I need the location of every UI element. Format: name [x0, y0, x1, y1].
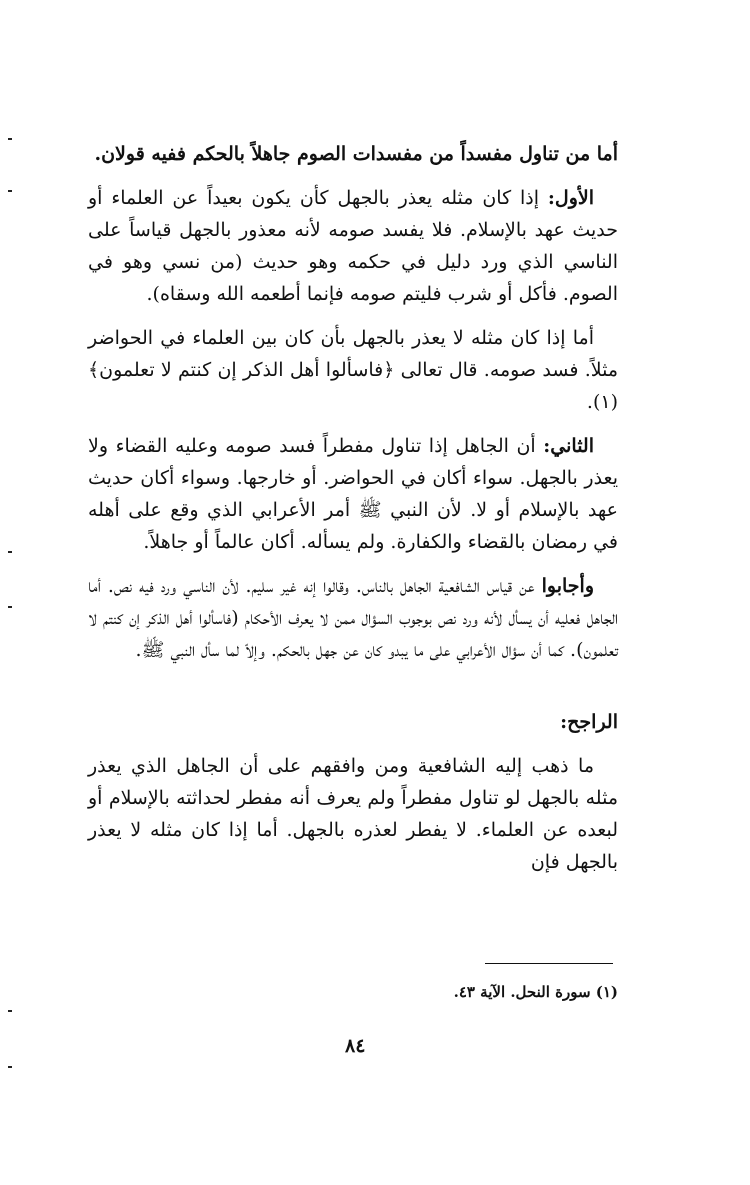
margin-mark: [8, 606, 12, 608]
paragraph-intro: أما من تناول مفسداً من مفسدات الصوم جاهلاً بالحكم ففيه قولان.: [94, 143, 618, 165]
margin-mark: [8, 1066, 12, 1068]
margin-mark: [8, 138, 12, 140]
footnote-divider: [485, 963, 613, 964]
paragraph-second-opinion: [88, 430, 618, 558]
margin-mark: [8, 551, 12, 553]
paragraph-preferred: ما ذهب إليه الشافعية ومن وافقهم على أن الجاهل الذي يعذر مثله بالجهل لو تناول مفطراً ولم يعرف أنه مفطر لحداثته بالإسلام أو لبعده عن العلماء. لا يفطر لعذره بالجهل. أما إذا كان مثله لا يعذر بالجهل فإن: [88, 755, 618, 873]
footnote: (١) سورة النحل. الآية ٤٣.: [453, 983, 618, 1001]
margin-mark: [8, 190, 12, 192]
first-opinion-label: الأول:: [547, 187, 594, 209]
paragraph-response: [88, 570, 618, 666]
paragraph-first-opinion: [88, 182, 618, 310]
first-opinion-text: إذا كان مثله يعذر بالجهل كأن يكون بعيداً عن العلماء أو حديث عهد بالإسلام. فلا يفسد صومه لأنه معذور بالجهل قياساً على الناسي الذي ورد دليل في حكمه وهو حديث (من نسي وهو في الصوم. فأكل أو شرب فليتم صومه فإنما أطعمه الله وسقاه).: [88, 187, 618, 305]
page-number: ٨٤: [345, 1035, 366, 1057]
margin-mark: [8, 1010, 12, 1012]
response-text: عن قياس الشافعية الجاهل بالناس. وقالوا إنه غير سليم. لأن الناسي ورد فيه نص. أما الجاهل فعليه أن يسأل لأنه ورد نص بوجوب السؤال ممن لا يعرف الأحكام (فاسألوا أهل الذكر إن كنتم لا تعلمون). كما أن سؤال الأعرابي على ما يبدو كان عن جهل بالحكم. وإلاّ لما سأل النبي ﷺ.: [88, 575, 618, 661]
second-opinion-label: الثاني:: [543, 435, 594, 457]
response-label: وأجابوا: [541, 575, 594, 597]
page-body: [88, 138, 618, 878]
paragraph-not-excused: أما إذا كان مثله لا يعذر بالجهل بأن كان بين العلماء في الحواضر مثلاً. فسد صومه. قال تعالى ﴿فاسألوا أهل الذكر إن كنتم لا تعلمون﴾(١).: [88, 327, 618, 413]
section-heading-preferred: الراجح:: [560, 711, 618, 733]
second-opinion-text: أن الجاهل إذا تناول مفطراً فسد صومه وعليه القضاء ولا يعذر بالجهل. سواء أكان في الحواضر. أو خارجها. وسواء أكان حديث عهد بالإسلام أو لا. لأن النبي ﷺ أمر الأعرابي الذي وقع على أهله في رمضان بالقضاء والكفارة. ولم يسأله. أكان عالماً أو جاهلاً.: [88, 435, 618, 553]
